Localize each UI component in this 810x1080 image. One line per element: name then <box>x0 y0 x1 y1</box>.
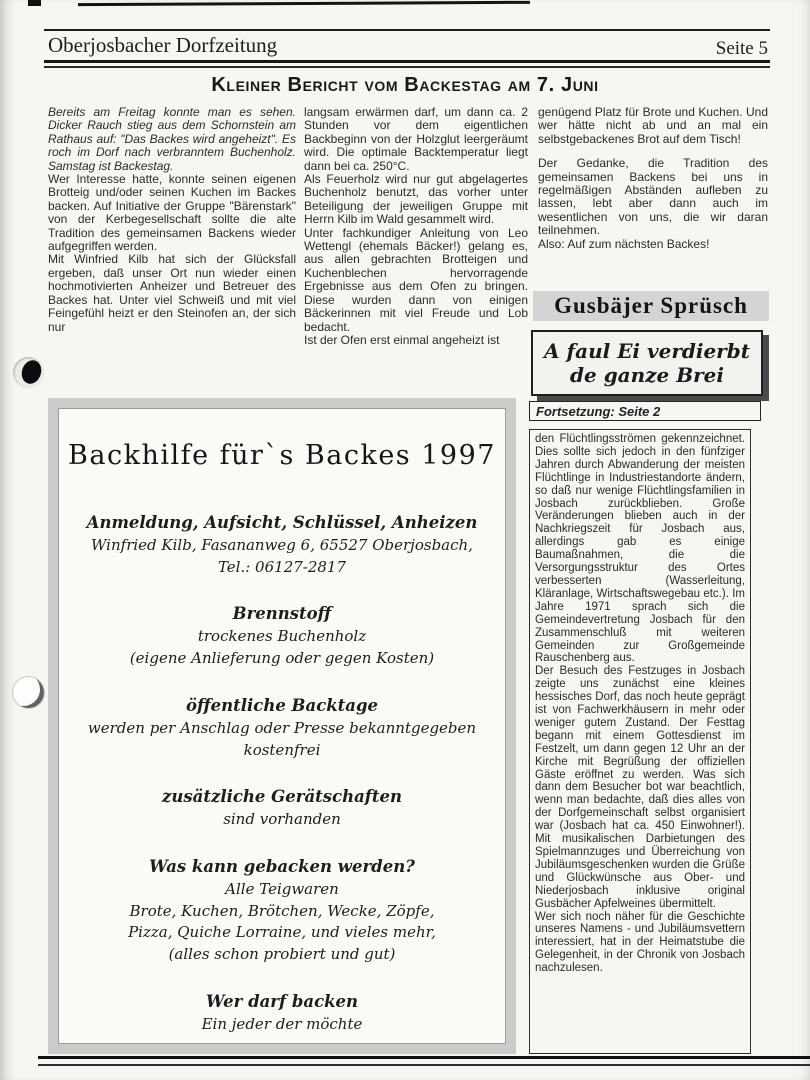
spruch-section-heading: Gusbäjer Sprüsch <box>533 291 769 321</box>
footer-rule-thin <box>38 1064 810 1066</box>
notice-line: werden per Anschlag oder Presse bekanntgegeben <box>87 718 477 737</box>
article-column-1 <box>48 106 296 390</box>
dialect-quote-box <box>531 330 763 396</box>
article-headline: Kleiner Bericht vom Backestag am 7. Juni <box>211 74 599 96</box>
backhilfe-notice-box <box>48 398 516 1054</box>
notice-line: Brote, Kuchen, Brötchen, Wecke, Zöpfe, <box>129 901 435 920</box>
article-column-3 <box>538 106 768 296</box>
paragraph: langsam erwärmen darf, um dann ca. 2 Stunden vor dem eigentlichen Backbeginn von der Holzglut leergeräumt wird. Die optimale Backtemperatur liegt dann bei ca. 250°C. <box>304 106 528 173</box>
notice-section-heading: Was kann gebacken werden? <box>149 856 415 876</box>
notice-section-heading: Brennstoff <box>232 604 332 624</box>
notice-line: sind vorhanden <box>223 810 341 829</box>
article-column-2 <box>304 106 528 390</box>
paragraph: Unter fachkundiger Anleitung von Leo Wettengl (ehemals Bäcker!) gelang es, aus allen gebrachten Brotteigen und Kuchenblechen hervorragende Ergebnisse aus dem Ofen zu bringen. Diese wurden dann von einigen Bäckerinnen mit viel Freude und Lob bedacht. <box>304 225 528 334</box>
paragraph: genügend Platz für Brote und Kuchen. Und wer hätte nicht ab und an mal ein selbstgebackenes Brot auf dem Tisch! <box>538 106 768 146</box>
newspaper-title: Oberjosbacher Dorfzeitung <box>48 33 278 57</box>
hole-punch-top <box>13 357 44 388</box>
notice-section-contact <box>58 511 506 578</box>
notice-line: (alles schon probiert und gut) <box>168 945 396 964</box>
footer-rule-thick <box>38 1056 810 1059</box>
continuation-article-box <box>529 429 751 1054</box>
paragraph: Als Feuerholz wird nur gut abgelagertes Buchenholz benutzt, das vorher unter Beteiligung der jeweiligen Gruppe mit Herrn Kilb im Wald gesammelt wird. <box>304 172 528 227</box>
notice-title: Backhilfe für`s Backes 1997 <box>68 440 496 471</box>
paragraph: Wer sich noch näher für die Geschichte unseres Namens - und Jubiläumsvettern interessiert, hat in der Heimatstube die Gelegenheit, in der Chronik von Josbach nachzulesen. <box>535 910 745 975</box>
paragraph: Mit Winfried Kilb hat sich der Glücksfall ergeben, daß unser Ort nun wieder einen hochmotivierten Anheizer und Betreuer des Backes hat. Unter viel Schweiß und mit viel Feingefühl heizt er den Steinofen an, der sich nur <box>48 252 296 334</box>
paragraph: Ist der Ofen erst einmal angeheizt ist <box>304 332 500 347</box>
paragraph: den Flüchtlingsströmen gekennzeichnet. Dies sollte sich jedoch in den fünfziger Jahren durch Abwanderung der meisten Flüchtlinge in Industriestandorte ändern, so daß nur wenige Flüchtlingsfamilien in Josbach zurückblieben. Große Veränderungen blieben auch in der Nachkriegszeit für Josbach aus, allerdings gab es einige Baumaßnahmen, die die Versorgungsstruktur des Ortes verbesserten (Wasserleitung, Kläranlage, Wirtschaftswegebau etc.). Im Jahre 1971 sprach sich die Gemeindevertretung Josbach für den Zusammenschluß mit weiteren Gemeinden zur Großgemeinde Rauschenberg aus. <box>535 433 745 665</box>
quote-line: de ganze Brei <box>570 363 724 387</box>
notice-section-backtage <box>58 694 506 761</box>
scan-artifact-mark <box>28 0 41 6</box>
paragraph: Der Besuch des Festzuges in Josbach zeigte uns zunächst eine kleines hessisches Dorf, das noch heute geprägt ist von Fachwerkhäusern in mehr oder weniger gutem Zustand. Der Festtag begann mit einem Gottesdienst im Festzelt, um dann gegen 12 Uhr an der Kirche mit Begrüßung der offiziellen Gäste eröffnet zu werden. Was sich dann dem Besucher bot war beachtlich, wenn man bedachte, daß dies alles von der Dorfgemeinschaft selbst organisiert war (Josbach hat ca. 450 Einwohner!). Mit musikalischen Darbietungen des Spielmannzuges und Überreichung von Jubiläumsgeschenken wurden die Grüße und Glückwünsche aus Ober- und Niederjosbach inklusive original Gusbächer Apfelweines übermittelt. <box>535 665 745 910</box>
notice-section-geraetschaften <box>58 785 506 831</box>
scan-artifact-line <box>78 1 530 6</box>
hole-punch-shadow <box>19 358 44 387</box>
notice-line: Winfried Kilb, Fasananweg 6, 65527 Oberjosbach, <box>91 535 473 554</box>
notice-line: kostenfrei <box>243 740 321 759</box>
paragraph: Also: Auf zum nächsten Backes! <box>538 236 710 251</box>
notice-line: Alle Teigwaren <box>225 879 339 898</box>
masthead-rule-thick <box>44 60 770 63</box>
paragraph: Der Gedanke, die Tradition des gemeinsamen Backens bei uns in regelmäßigen Abständen aufleben zu lassen, lebt aber dann auch im wesentlichen von uns, die wir daran teilnehmen. <box>538 156 768 238</box>
notice-line: trockenes Buchenholz <box>197 627 367 646</box>
notice-section-heading: öffentliche Backtage <box>185 695 379 715</box>
quote-line: A faul Ei verdierbt <box>544 339 750 363</box>
notice-line: Tel.: 06127-2817 <box>217 557 347 576</box>
continuation-note: Fortsetzung: Seite 2 <box>529 401 761 421</box>
notice-section-heading: Wer darf backen <box>205 991 359 1011</box>
notice-line: Pizza, Quiche Lorraine, und vieles mehr, <box>128 923 436 942</box>
masthead-rule-top <box>44 29 770 31</box>
notice-section-heading: Anmeldung, Aufsicht, Schlüssel, Anheizen <box>86 513 478 532</box>
paragraph: Bereits am Freitag konnte man es sehen. Dicker Rauch stieg aus dem Schornstein am Rathaus auf: "Das Backes wird angeheizt". Es roch im Dorf nach verbranntem Buchenholz. Samstag ist Backestag. <box>48 106 296 173</box>
paragraph: Wer Interesse hatte, konnte seinen eigenen Brotteig und/oder seinen Kuchen im Backes backen. Auf Initiative der Gruppe "Bärenstark" von der Kerbegesellschaft sollte die alte Tradition des gemeinsamen Backens wieder aufgegriffen werden. <box>48 172 296 254</box>
notice-section-heading: zusätzliche Gerätschaften <box>162 787 402 807</box>
notice-line: Ein jeder der möchte <box>201 1014 363 1033</box>
page-number: Seite 5 <box>715 38 768 59</box>
masthead-rule-thin <box>44 66 770 68</box>
notice-section-brennstoff <box>58 602 506 669</box>
hole-punch-bottom <box>12 676 45 709</box>
notice-section-was-backen <box>58 855 506 966</box>
notice-line: (eigene Anlieferung oder gegen Kosten) <box>129 649 435 668</box>
notice-section-wer-backen <box>58 990 506 1036</box>
